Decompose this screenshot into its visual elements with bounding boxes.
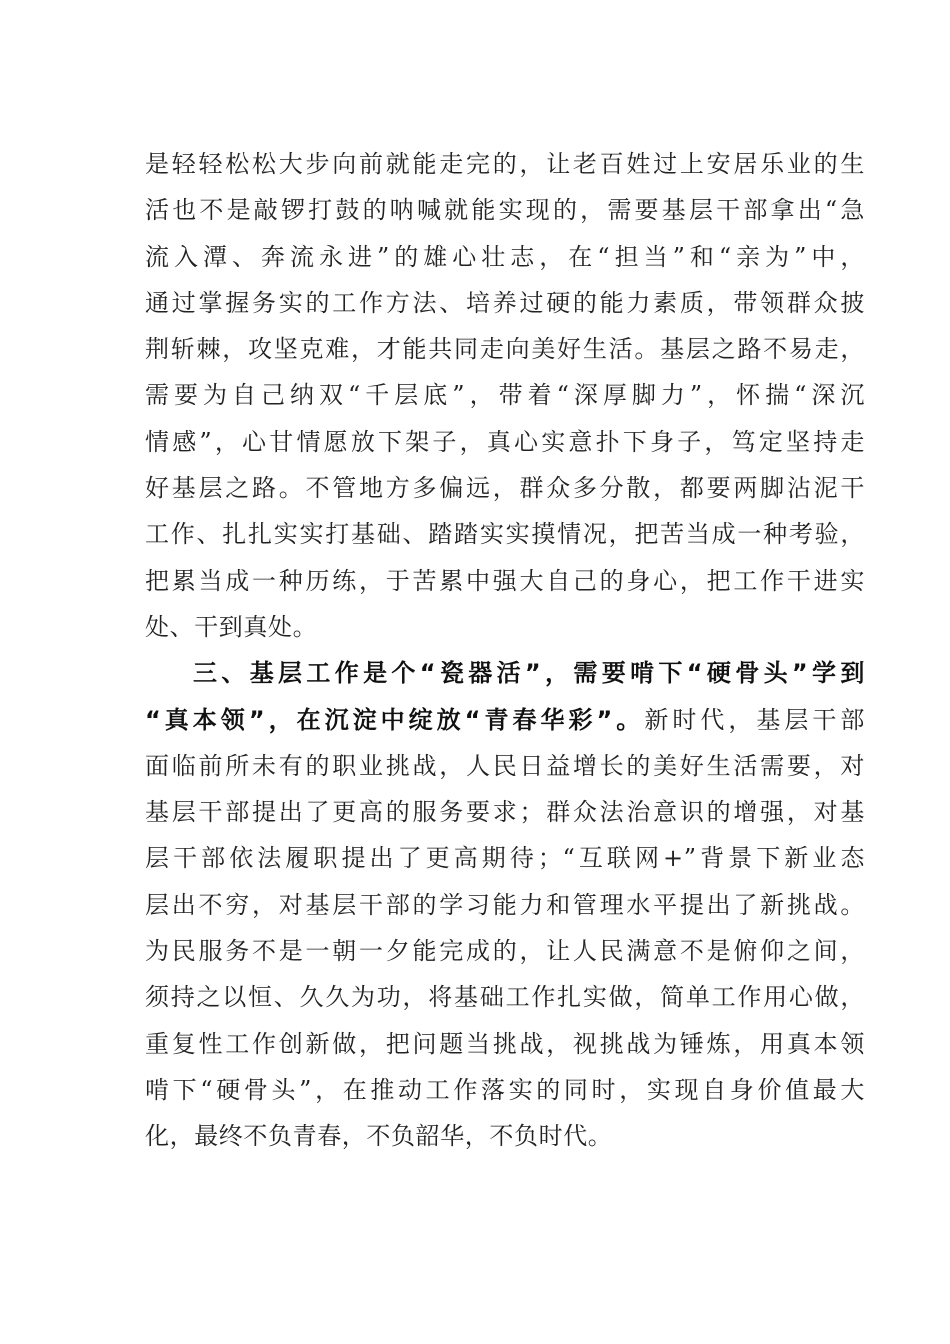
text-line: 面临前所未有的职业挑战，人民日益增长的美好生活需要，对	[145, 751, 865, 780]
text-line: 啃下“硬骨头”，在推动工作落实的同时，实现自身价值最大	[145, 1075, 865, 1104]
text-line: 情感”，心甘情愿放下架子，真心实意扑下身子，笃定坚持走	[145, 427, 865, 456]
body-text	[145, 141, 865, 1160]
text-line: 处、干到真处。	[145, 612, 318, 641]
paragraph-1	[145, 141, 865, 650]
text-line: 需要为自己纳双“千层底”，带着“深厚脚力”，怀揣“深沉	[145, 381, 865, 410]
text-line: 化，最终不负青春，不负韶华，不负时代。	[145, 1122, 613, 1151]
text-line: 层出不穷，对基层干部的学习能力和管理水平提出了新挑战。	[145, 890, 865, 919]
text-fragment: 新时代，基层干部	[644, 705, 865, 734]
text-line: 工作、扎扎实实打基础、踏踏实实摸情况，把苦当成一种考验，	[145, 520, 865, 549]
text-line: 层干部依法履职提出了更高期待；“互联网+”背景下新业态	[145, 844, 865, 873]
text-line: 流入潭、奔流永进”的雄心壮志，在“担当”和“亲为”中，	[145, 242, 865, 271]
section-heading-end: “真本领”，在沉淀中绽放“青春华彩”。	[145, 705, 645, 734]
section-heading: 三、基层工作是个“瓷器活”，需要啃下“硬骨头”学到	[193, 659, 865, 688]
text-line: 荆斩棘，攻坚克难，才能共同走向美好生活。基层之路不易走，	[145, 335, 865, 364]
text-line: 须持之以恒、久久为功，将基础工作扎实做，简单工作用心做，	[145, 983, 865, 1012]
text-line: 重复性工作创新做，把问题当挑战，视挑战为锤炼，用真本领	[145, 1029, 865, 1058]
text-line: 基层干部提出了更高的服务要求；群众法治意识的增强，对基	[145, 798, 865, 827]
text-line: 是轻轻松松大步向前就能走完的，让老百姓过上安居乐业的生	[145, 150, 865, 178]
text-line	[145, 697, 865, 743]
paragraph-2	[145, 650, 865, 1159]
text-line: 通过掌握务实的工作方法、培养过硬的能力素质，带领群众披	[145, 288, 865, 317]
text-line: 把累当成一种历练，于苦累中强大自己的身心，把工作干进实	[145, 566, 865, 595]
text-line: 为民服务不是一朝一夕能完成的，让人民满意不是俯仰之间，	[145, 937, 865, 966]
text-line: 活也不是敲锣打鼓的呐喊就能实现的，需要基层干部拿出“急	[145, 196, 865, 225]
text-line: 好基层之路。不管地方多偏远，群众多分散，都要两脚沾泥干	[145, 474, 865, 503]
